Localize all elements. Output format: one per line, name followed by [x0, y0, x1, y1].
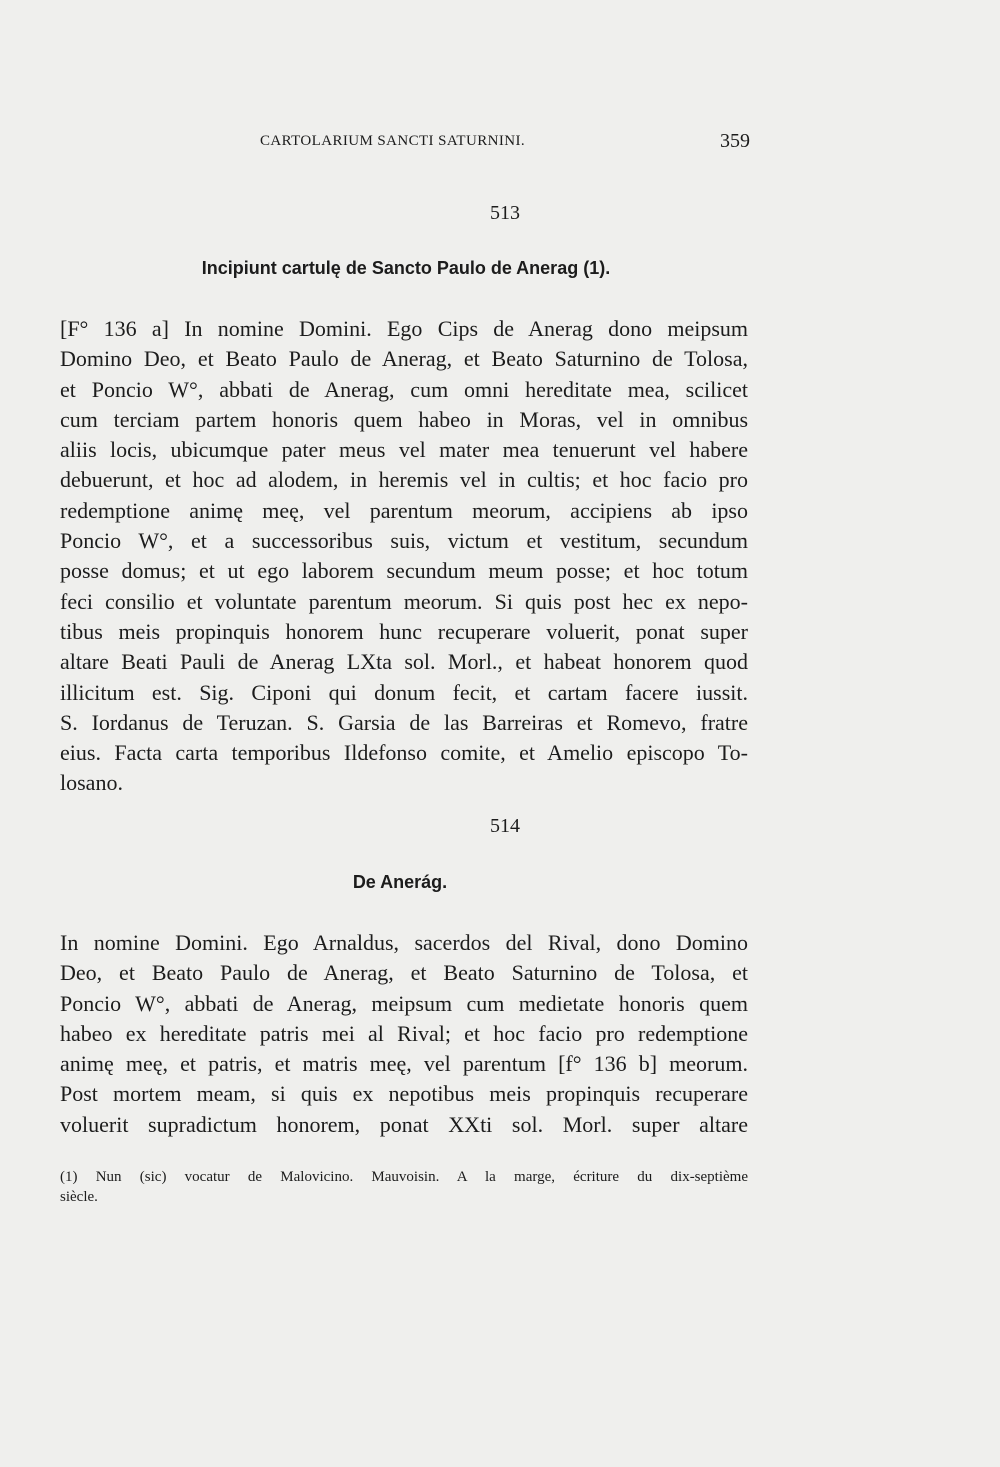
charter-number: 514: [490, 815, 520, 837]
text-line: et Poncio W°, abbati de Anerag, cum omni hereditate mea, scilicet: [60, 376, 748, 402]
footnote: [60, 1167, 748, 1207]
footnote-line: siècle.: [60, 1189, 98, 1205]
text-line: [F° 136 a] In nomine Domini. Ego Cips de Anerag dono meipsum: [60, 316, 748, 341]
text-line: Poncio W°, abbati de Anerag, meipsum cum medietate honoris quem: [60, 990, 748, 1016]
charter-body: [60, 314, 748, 799]
text-line: altare Beati Pauli de Anerag LXta sol. Morl., et habeat honorem quod: [60, 649, 748, 675]
text-line: losano.: [60, 770, 123, 796]
text-line: Poncio W°, et a successoribus suis, victum et vestitum, secundum: [60, 528, 748, 554]
charter-number: 513: [490, 202, 520, 224]
text-line: habeo ex hereditate patris mei al Rival; et hoc facio pro redemptione: [60, 1020, 748, 1046]
text-line: Domino Deo, et Beato Paulo de Anerag, et Beato Saturnino de Tolosa,: [60, 346, 748, 372]
text-line: animę meę, et patris, et matris meę, vel parentum [f° 136 b] meorum.: [60, 1051, 748, 1077]
text-line: Post mortem meam, si quis ex nepotibus meis propinquis recuperare: [60, 1081, 748, 1107]
charter-body: [60, 928, 748, 1140]
page-number: 359: [720, 130, 750, 152]
text-line: debuerunt, et hoc ad alodem, in heremis vel in cultis; et hoc facio pro: [60, 467, 748, 493]
text-line: S. Iordanus de Teruzan. S. Garsia de las Barreiras et Romevo, fratre: [60, 709, 748, 735]
text-line: Deo, et Beato Paulo de Anerag, et Beato Saturnino de Tolosa, et: [60, 960, 748, 986]
text-line: cum terciam partem honoris quem habeo in Moras, vel in omnibus: [60, 406, 748, 432]
running-head: CARTOLARIUM SANCTI SATURNINI.: [260, 133, 526, 149]
text-line: illicitum est. Sig. Ciponi qui donum fecit, et cartam facere iussit.: [60, 679, 748, 705]
footnote-line: (1) Nun (sic) vocatur de Malovicino. Mauvoisin. A la marge, écriture du dix-septième: [60, 1169, 748, 1185]
text-line: eius. Facta carta temporibus Ildefonso comite, et Amelio episcopo To-: [60, 740, 748, 766]
text-line: redemptione animę meę, vel parentum meorum, accipiens ab ipso: [60, 497, 748, 523]
text-line: voluerit supradictum honorem, ponat XXti sol. Morl. super altare: [60, 1111, 748, 1137]
text-line: feci consilio et voluntate parentum meorum. Si quis post hec ex nepo-: [60, 588, 748, 614]
charter-title: De Anerág.: [352, 872, 448, 892]
text-line: posse domus; et ut ego laborem secundum meum posse; et hoc totum: [60, 558, 748, 584]
text-line: In nomine Domini. Ego Arnaldus, sacerdos del Rival, dono Domino: [60, 930, 748, 955]
text-line: tibus meis propinquis honorem hunc recuperare voluerit, ponat super: [60, 618, 748, 644]
charter-title: Incipiunt cartulę de Sancto Paulo de Anerag (1).: [201, 258, 611, 278]
text-line: aliis locis, ubicumque pater meus vel mater mea tenuerunt vel habere: [60, 437, 748, 463]
